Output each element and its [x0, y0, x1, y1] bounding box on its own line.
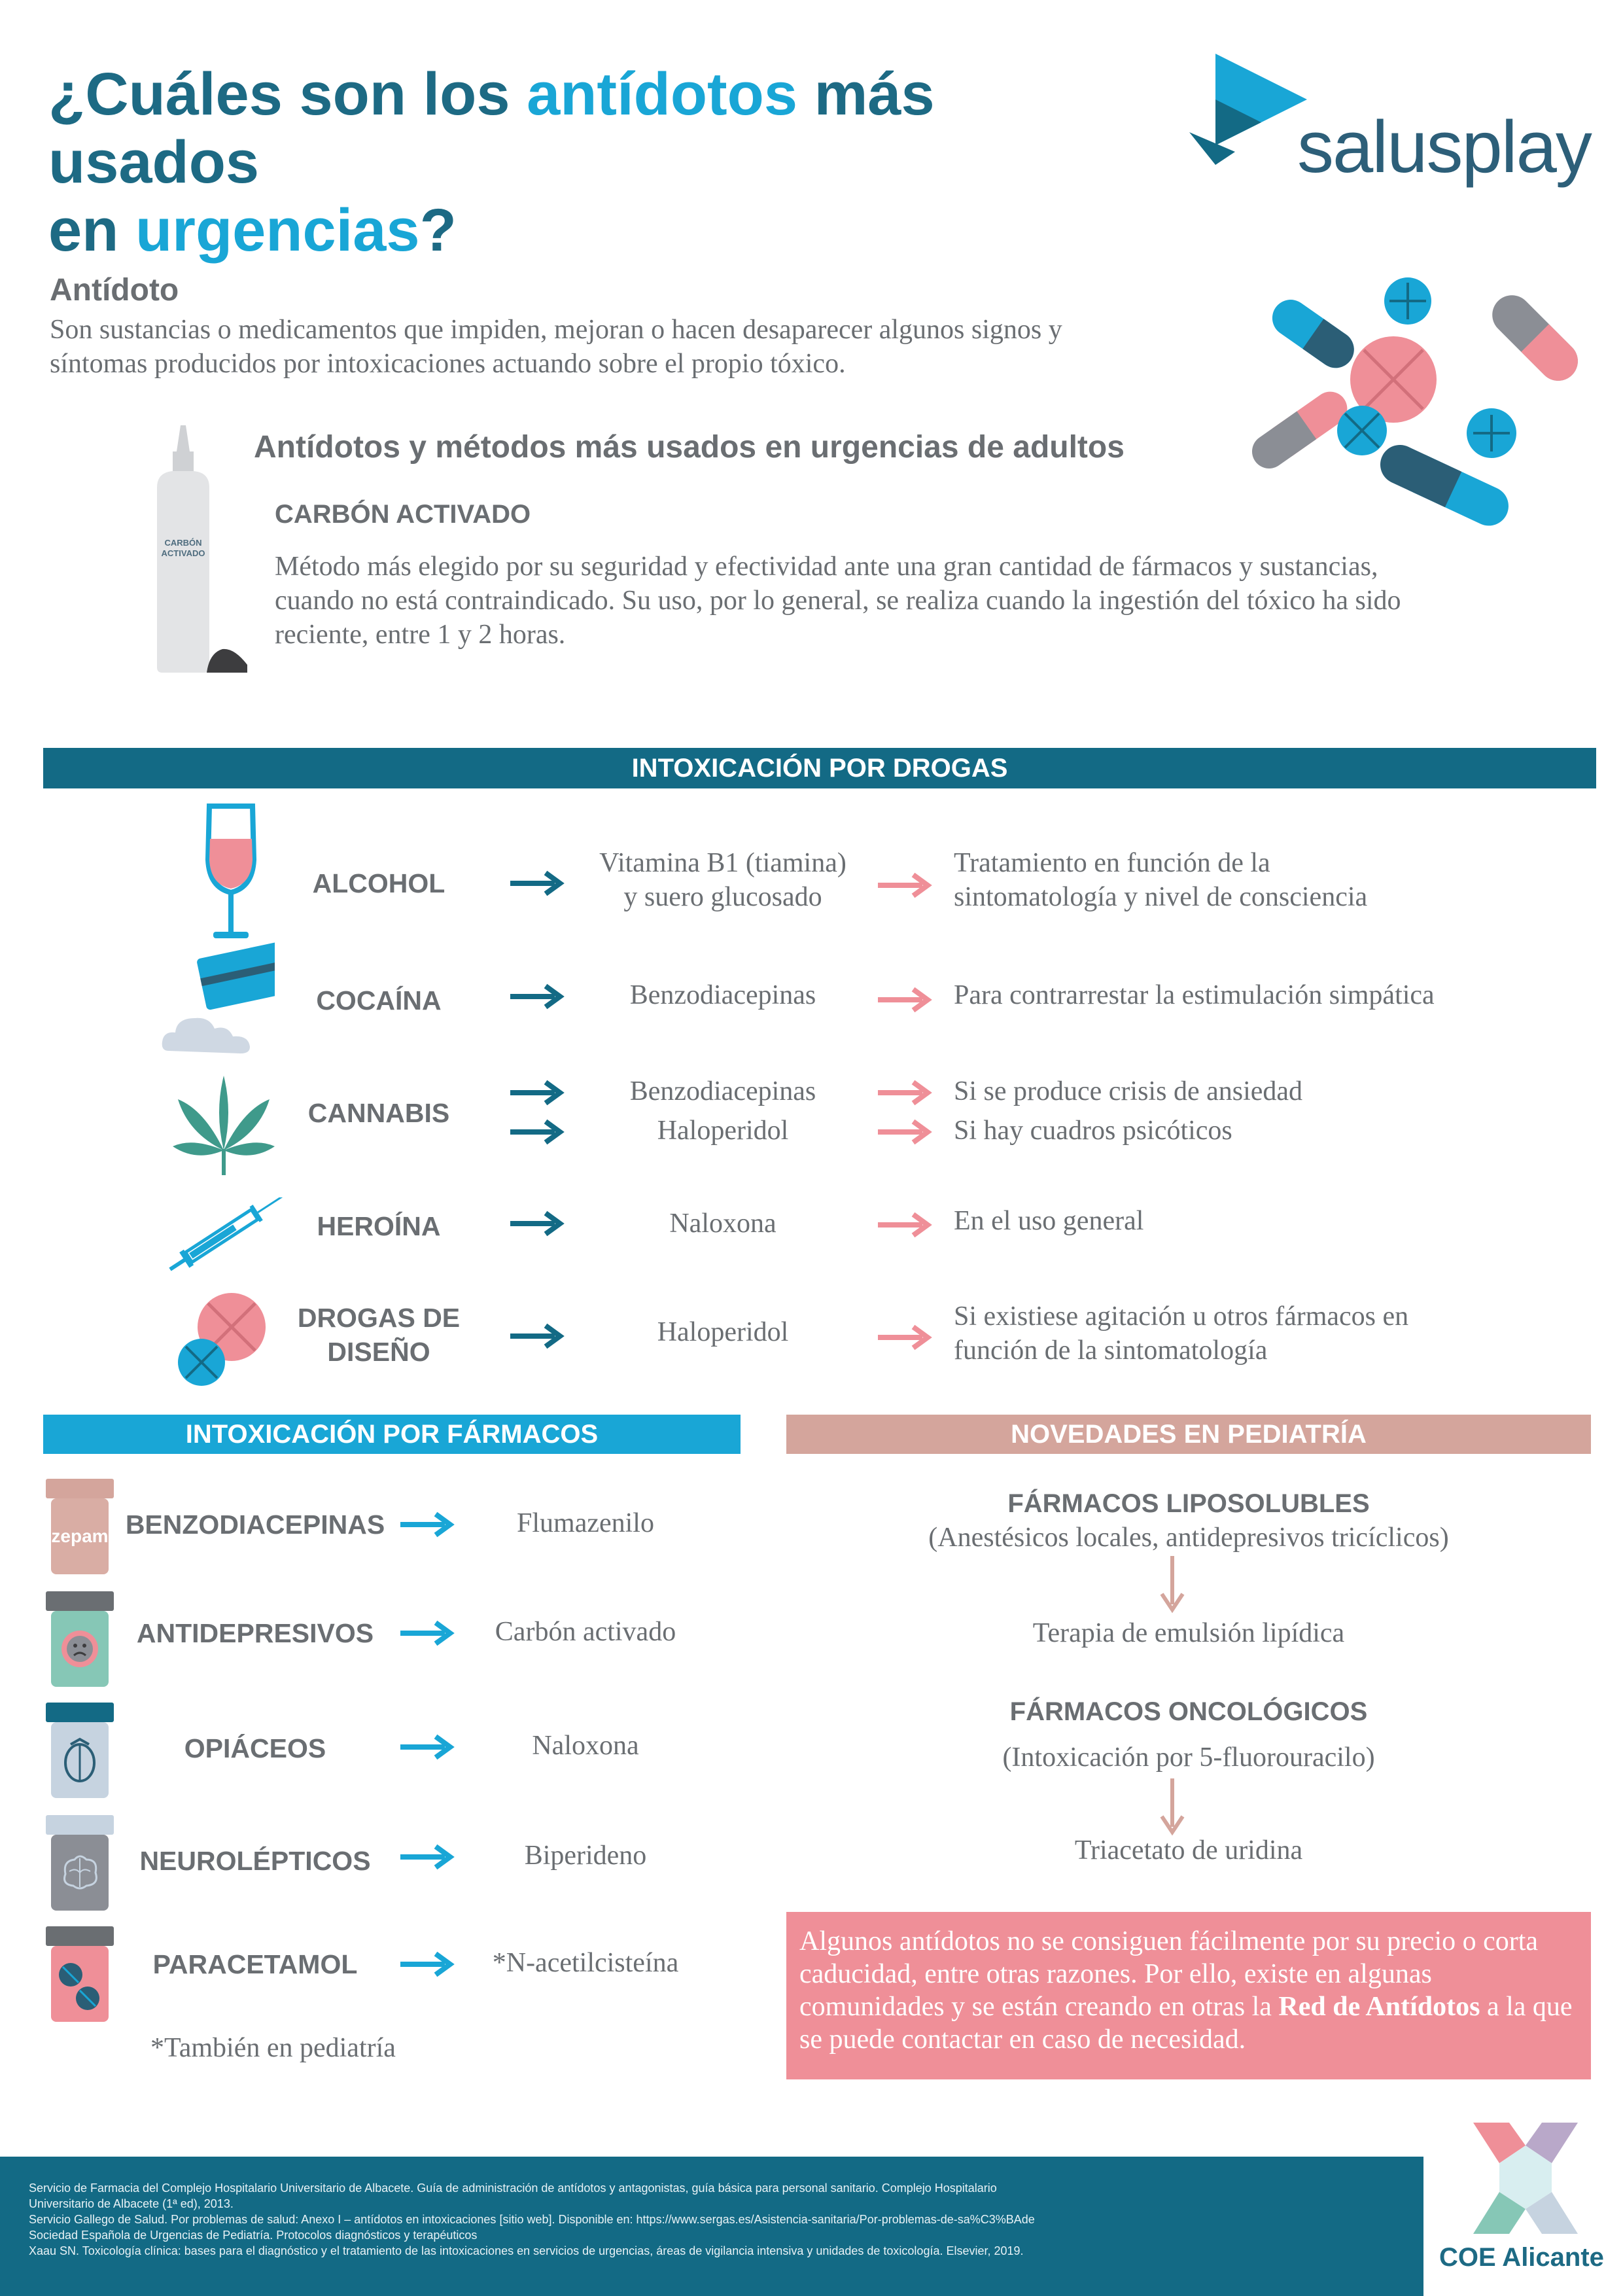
arrow-icon	[878, 872, 941, 898]
paracetamol-jar-icon	[43, 1926, 116, 2024]
antidote-definition: Son sustancias o medicamentos que impiden, mejoran o hacen desaparecer algunos signos y síntomas producidos por intoxicaciones actuando sobre el propio tóxico.	[50, 315, 1062, 379]
antidepressant-jar-icon	[43, 1591, 116, 1689]
coe-alicante-label: COE Alicante	[1439, 2243, 1604, 2272]
arrow-icon	[510, 1080, 573, 1106]
adults-heading: Antídotos y métodos más usados en urgencias de adultos	[254, 430, 1125, 465]
activated-charcoal-bottle-icon	[149, 425, 254, 674]
pharma-antidote-neurolepticos: Biperideno	[524, 1841, 647, 1871]
pharma-antidote-paracetamol: *N-acetilcisteína	[492, 1948, 679, 1978]
arrow-icon	[510, 1323, 573, 1349]
neuroleptic-jar-icon	[43, 1815, 116, 1913]
drug-name-cannabis: CANNABIS	[307, 1098, 450, 1128]
pharma-name-antidepresivos: ANTIDEPRESIVOS	[136, 1618, 374, 1648]
ped-oncology-subtitle: (Intoxicación por 5-fluorouracilo)	[1002, 1742, 1375, 1773]
note-heroin: En el uso general	[954, 1206, 1144, 1236]
arrow-icon	[510, 1119, 573, 1145]
drug-name-alcohol: ALCOHOL	[312, 868, 445, 898]
benzodiazepine-jar-icon	[43, 1479, 116, 1577]
antidote-cocaine: Benzodiacepinas	[629, 980, 816, 1010]
reference-line: Xaau SN. Toxicología clínica: bases para el diagnóstico y el tratamiento de las intoxicaciones en servicios de urgencias, áreas de vigilancia intensiva y unidades de toxicología. Elsevier, 2019.	[29, 2244, 1024, 2257]
bottle-label-1: CARBÓN	[164, 538, 202, 548]
ped-oncology-result: Triacetato de uridina	[1074, 1835, 1303, 1865]
drug-name-cocaine: COCAÍNA	[316, 985, 442, 1016]
coe-alicante-logo-icon	[1473, 2123, 1578, 2234]
ped-liposoluble-subtitle: (Anestésicos locales, antidepresivos tricíclicos)	[928, 1523, 1449, 1553]
references-footer	[0, 2157, 1423, 2296]
note-cannabis-2: Si hay cuadros psicóticos	[954, 1116, 1232, 1146]
antidote-cannabis-1: Benzodiacepinas	[629, 1076, 816, 1106]
reference-line: Servicio de Farmacia del Complejo Hospitalario Universitario de Albacete. Guía de administración de antídotos y antagonistas, guía básica para personal sanitario. Complejo Hospitalario	[29, 2181, 997, 2195]
pharma-antidote-benzodiacepinas: Flumazenilo	[517, 1508, 654, 1538]
note-cannabis-1: Si se produce crisis de ansiedad	[954, 1076, 1303, 1106]
arrow-icon	[878, 1119, 941, 1145]
pharma-name-opiaceos: OPIÁCEOS	[184, 1733, 326, 1763]
arrow-icon	[400, 1620, 463, 1646]
reference-line: Servicio Gallego de Salud. Por problemas de salud: Anexo I – antídotos en intoxicaciones [sitio web]. Disponible en: https://www.sergas.es/Asistencia-sanitaria/Por-problemas-de-sa%C3%BAde	[29, 2213, 1035, 2226]
antidote-heading: Antídoto	[50, 273, 179, 308]
bottle-label-2: ACTIVADO	[161, 548, 205, 558]
arrow-down-icon	[1159, 1556, 1185, 1615]
note-designer: Si existiese agitación u otros fármacos en función de la sintomatología	[954, 1301, 1409, 1366]
arrow-icon	[400, 1844, 463, 1870]
antidote-designer: Haloperidol	[657, 1317, 789, 1347]
antidote-alcohol: Vitamina B1 (tiamina) y suero glucosado	[599, 848, 846, 912]
ped-oncology-heading: FÁRMACOS ONCOLÓGICOS	[1009, 1697, 1368, 1726]
arrow-icon	[878, 1212, 941, 1238]
antidote-heroin: Naloxona	[669, 1209, 777, 1239]
page-title: ¿Cuáles son los antídotos más usados en urgencias?	[48, 61, 935, 264]
opiate-jar-icon	[43, 1703, 116, 1801]
arrow-icon	[878, 987, 941, 1013]
drug-name-heroin: HEROÍNA	[317, 1211, 441, 1241]
note-cocaine: Para contrarrestar la estimulación simpática	[954, 980, 1435, 1010]
reference-line: Universitario de Albacete (1ª ed), 2013.	[29, 2197, 234, 2210]
pharma-name-neurolepticos: NEUROLÉPTICOS	[139, 1846, 371, 1876]
arrow-down-icon	[1159, 1778, 1185, 1837]
salusplay-logo-icon	[1189, 54, 1307, 171]
pharma-footnote: *También en pediatría	[150, 2033, 396, 2063]
carbon-heading: CARBÓN ACTIVADO	[275, 500, 531, 529]
note-alcohol: Tratamiento en función de la sintomatología y nivel de consciencia	[954, 848, 1368, 912]
pharma-section-bar: INTOXICACIÓN POR FÁRMACOS	[43, 1415, 741, 1454]
drugs-section-bar: INTOXICACIÓN POR DROGAS	[43, 748, 1596, 788]
cannabis-leaf-icon	[171, 1073, 276, 1178]
pharma-name-paracetamol: PARACETAMOL	[152, 1949, 358, 1979]
pills-icon	[1243, 255, 1583, 543]
arrow-icon	[510, 870, 573, 896]
arrow-icon	[878, 1324, 941, 1351]
syringe-icon	[164, 1197, 288, 1276]
arrow-icon	[878, 1080, 941, 1106]
reference-line: Sociedad Española de Urgencias de Pediatría. Protocolos diagnósticos y terapéuticos	[29, 2229, 478, 2242]
ped-liposoluble-heading: FÁRMACOS LIPOSOLUBLES	[1007, 1489, 1370, 1518]
arrow-icon	[400, 1511, 463, 1538]
arrow-icon	[400, 1951, 463, 1977]
brand-logo: salusplay	[1297, 106, 1591, 188]
designer-drug-pills-icon	[175, 1289, 280, 1394]
pharma-antidote-antidepresivos: Carbón activado	[495, 1617, 676, 1647]
cocaine-card-icon	[157, 920, 275, 1064]
antidote-network-note: Algunos antídotos no se consiguen fácilmente por su precio o corta caducidad, entre otras razones. Por ello, existe en algunas comunidades y se están creando en otras la Red de Antídotos a la que se puede contactar en caso de necesidad.	[786, 1912, 1591, 2079]
antidote-cannabis-2: Haloperidol	[657, 1116, 789, 1146]
drug-name-designer: DROGAS DE DISEÑO	[297, 1303, 461, 1367]
carbon-text: Método más elegido por su seguridad y efectividad ante una gran cantidad de fármacos y sustancias, cuando no está contraindicado. Su uso, por lo general, se realiza cuando la ingestión del tóxico ha sido reciente, entre 1 y 2 horas.	[275, 552, 1401, 650]
pharma-name-benzodiacepinas: BENZODIACEPINAS	[125, 1510, 385, 1540]
pediatrics-section-bar: NOVEDADES EN PEDIATRÍA	[786, 1415, 1591, 1454]
jar-label: zepam	[51, 1526, 109, 1546]
pharma-antidote-opiaceos: Naloxona	[532, 1731, 639, 1761]
arrow-icon	[510, 983, 573, 1010]
ped-liposoluble-result: Terapia de emulsión lipídica	[1032, 1618, 1345, 1648]
arrow-icon	[510, 1210, 573, 1237]
arrow-icon	[400, 1734, 463, 1760]
